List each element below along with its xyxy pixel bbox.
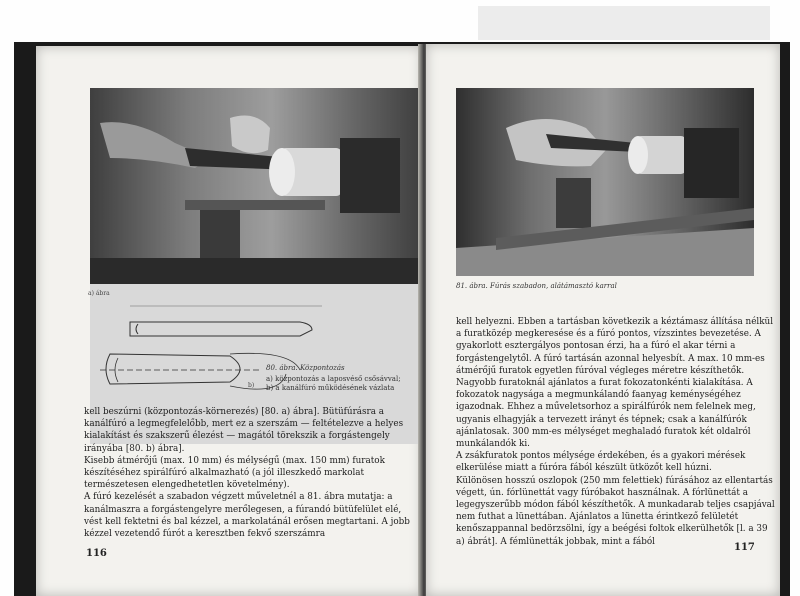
figure-80-caption-title: 80. ábra. Központozás [266, 364, 345, 372]
photo-drilling-figure-81 [456, 88, 754, 276]
page-number-left: 116 [86, 548, 107, 559]
left-body-text [84, 406, 414, 540]
photo-centering-figure-80 [90, 88, 420, 284]
figure-label-b: b) [248, 382, 255, 389]
paragraph: kell helyezni. Ebben a tartásban következik a kéztámasz állítása nélkül a furatközép megkeresése és a fúró pontos, vízszintes bevezetése. A gyakorlott esztergályos pontosan érzi, ha a fúró el akar térni a forgástengelytől. A fúró tartásán azonnal helyesbít. A max. 10 mm-es átmérőjű furatok egyetlen fúróval végleges méretre készíthetők. Nagyobb furatoknál ajánlatos a furat fokozatonkénti kialakítása. A fokozatok nagysága a megmunkálandó faanyag keménységéhez igazodnak. Ehhez a műveletsorhoz a spirálfúrók nem felelnek meg, ugyanis elhagyják a tervezett irányt és tépnek; csak a kanálfúrók ajánlatosak. 300 mm-es mélységet meghaladó furatok két oldalról munkálandók ki. [456, 317, 774, 450]
right-page [426, 44, 780, 596]
figure-80-caption-line: b) a kanálfúró működésének vázlata [266, 384, 395, 392]
figure-81-caption: 81. ábra. Fúrás szabadon, alátámasztó karral [456, 282, 617, 290]
figure-label-a: a) ábra [88, 290, 110, 297]
paragraph: A zsákfuratok pontos mélysége érdekében, és a gyakori mérések elkerülése miatt a fúróra fából készült ütközőt kell húzni. [456, 451, 746, 474]
paper-edge [478, 6, 770, 40]
figure-80-caption-line: a) központozás a laposvéső csősávval; [266, 375, 401, 383]
left-page [36, 46, 422, 596]
paragraph: A fúró kezelését a szabadon végzett műveletnél a 81. ábra mutatja: a kanálmaszra a forgástengelyre merőlegesen, a fúrandó bütüfelület elé, vést kell fektetni és bal kézzel, a markolatánál erősen megtartani. A jobb kézzel vezetendő fúrót a keresztben fekvő szerszámra [84, 492, 410, 540]
paragraph: Különösen hosszú oszlopok (250 mm felettiek) fúrásához az ellentartás végett, ún. fórlünettát vagy fúróbakot használnak. A fórlünettát a legegyszerűbb módon fából készíthetők. A munkadarab teljes csapjával nem futhat a lünettában. Ajánlatos a lünetta érintkező felületét kenőszappannal bedörzsölni, így a beégési foltok elkerülhetők [l. a 39 a) ábrát]. A fémlünetták jobbak, mint a fából [456, 475, 775, 547]
page-number-right: 117 [734, 542, 755, 553]
right-body-text [456, 316, 778, 548]
lathe-photo-left [90, 88, 420, 284]
figure-80-caption [266, 364, 406, 393]
paragraph: Kisebb átmérőjű (max. 10 mm) és mélységű (max. 150 mm) furatok készítéséhez spirálfúró alkalmazható (a jól illeszkedő markolat természetesen elengedhetetlen követelmény). [84, 455, 385, 491]
paragraph: kell beszúrni (központozás-körnerezés) [80. a) ábra]. Bütüfúrásra a kanálfúró a legmegfelelőbb, mert ez a szerszám — feltételezve a helyes kialakítást és szakszerű élezést — magától törekszik a forgástengely irányába [80. b) ábra]. [84, 407, 404, 454]
lathe-photo-right [456, 88, 754, 276]
